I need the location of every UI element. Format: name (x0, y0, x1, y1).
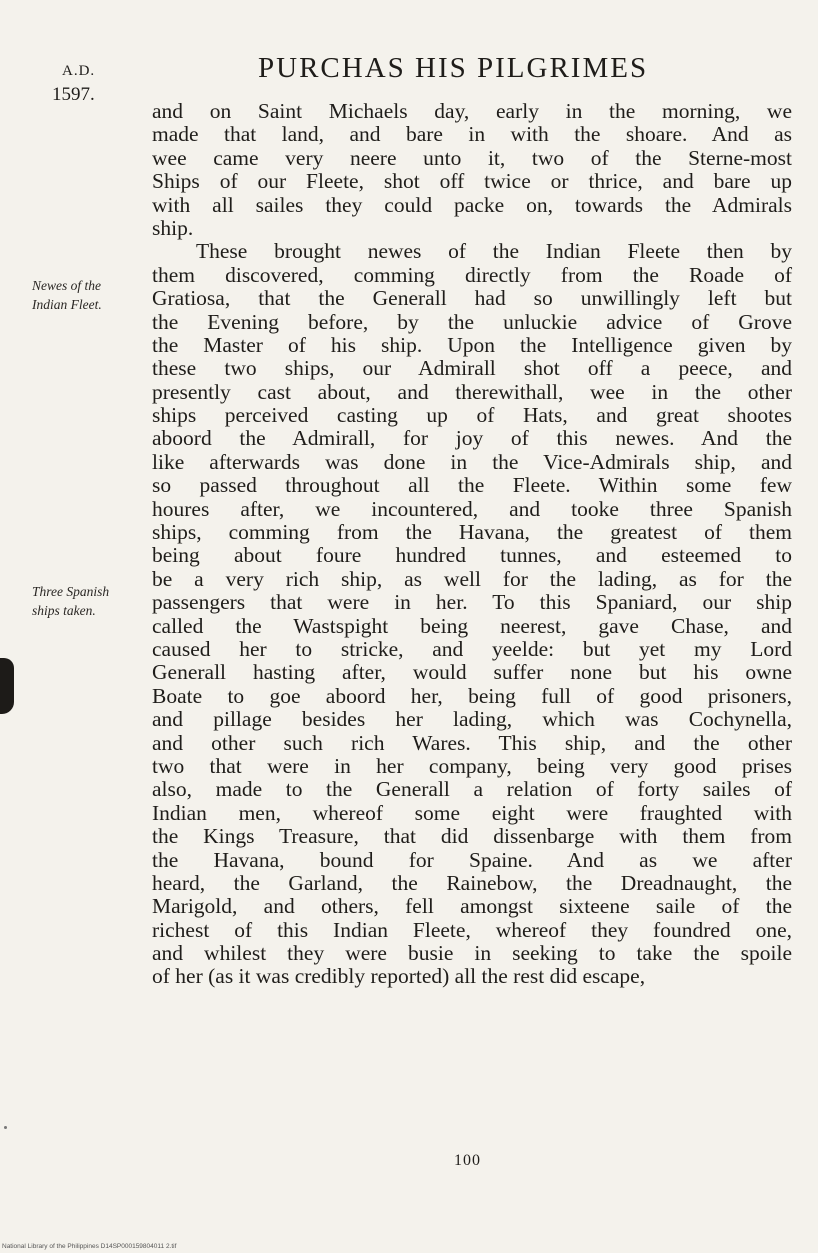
body-line: ship. (152, 215, 194, 240)
side-note-line: Indian Fleet. (32, 297, 102, 312)
year-number: 1597. (52, 84, 95, 105)
body-line: presently cast about, and therewithall, wee in the other (152, 379, 792, 404)
body-line: called the Wastspight being neerest, gave Chase, and (152, 613, 792, 638)
page-number: 100 (454, 1152, 481, 1169)
body-line: like afterwards was done in the Vice-Admirals ship, and (152, 449, 792, 474)
body-line: aboord the Admirall, for joy of this newes. And the (152, 426, 792, 451)
side-note-three-spanish (32, 582, 152, 620)
side-note-newes (32, 276, 152, 314)
body-line: also, made to the Generall a relation of forty sailes of (152, 777, 792, 802)
body-line: passengers that were in her. To this Spaniard, our ship (152, 590, 792, 615)
body-line: be a very rich ship, as well for the lading, as for the (152, 566, 792, 591)
year-label: A.D. (62, 63, 96, 79)
body-line: houres after, we incountered, and tooke three Spanish (152, 496, 792, 521)
running-title: PURCHAS HIS PILGRIMES (258, 52, 649, 84)
side-note-line: Three Spanish (32, 584, 110, 599)
body-line: the Master of his ship. Upon the Intelligence given by (152, 332, 792, 357)
body-line: These brought newes of the Indian Fleete then by (196, 239, 792, 264)
side-note-line: ships taken. (32, 603, 96, 618)
body-line: Gratiosa, that the Generall had so unwillingly left but (152, 286, 792, 311)
body-line: richest of this Indian Fleete, whereof they foundred one, (152, 917, 792, 942)
body-line: ships, comming from the Havana, the greatest of them (152, 520, 792, 545)
side-note-line: Newes of the (32, 278, 101, 293)
body-line: Marigold, and others, fell amongst sixteene saile of the (152, 894, 792, 919)
body-line: of her (as it was credibly reported) all the rest did escape, (152, 964, 646, 989)
body-line: wee came very neere unto it, two of the Sterne-most (152, 145, 792, 170)
body-line: being about foure hundred tunnes, and esteemed to (152, 543, 792, 568)
body-line: made that land, and bare in with the shoare. And as (152, 122, 792, 147)
margin-speck (4, 1126, 7, 1129)
body-line: so passed throughout all the Fleete. Within some few (152, 473, 792, 498)
body-line: Boate to goe aboord her, being full of good prisoners, (152, 683, 792, 708)
body-line: and other such rich Wares. This ship, and the other (152, 730, 792, 755)
body-line: Ships of our Fleete, shot off twice or thrice, and bare up (152, 169, 792, 194)
body-line: them discovered, comming directly from the Roade of (152, 262, 792, 287)
body-line: and pillage besides her lading, which was Cochynella, (152, 707, 792, 732)
body-line: the Havana, bound for Spaine. And as we after (152, 847, 792, 872)
body-line: with all sailes they could packe on, towards the Admirals (152, 192, 792, 217)
body-line: and on Saint Michaels day, early in the morning, we (152, 99, 792, 123)
body-line: the Evening before, by the unluckie advice of Grove (152, 309, 792, 334)
scan-footer-stamp: National Library of the Philippines D14SP000159804011 2.tif (2, 1243, 177, 1250)
body-text (152, 100, 792, 989)
body-line: heard, the Garland, the Rainebow, the Dreadnaught, the (152, 870, 792, 895)
body-line: Generall hasting after, would suffer none but his owne (152, 660, 792, 685)
body-line: two that were in her company, being very good prises (152, 753, 792, 778)
body-line: caused her to stricke, and yeelde: but yet my Lord (152, 636, 792, 661)
margin-ink-blot (0, 658, 14, 714)
body-line: the Kings Treasure, that did dissenbarge with them from (152, 824, 792, 849)
body-line: these two ships, our Admirall shot off a peece, and (152, 356, 792, 381)
body-line: ships perceived casting up of Hats, and great shootes (152, 403, 792, 428)
body-line: and whilest they were busie in seeking to take the spoile (152, 941, 792, 966)
body-line: Indian men, whereof some eight were fraughted with (152, 800, 792, 825)
